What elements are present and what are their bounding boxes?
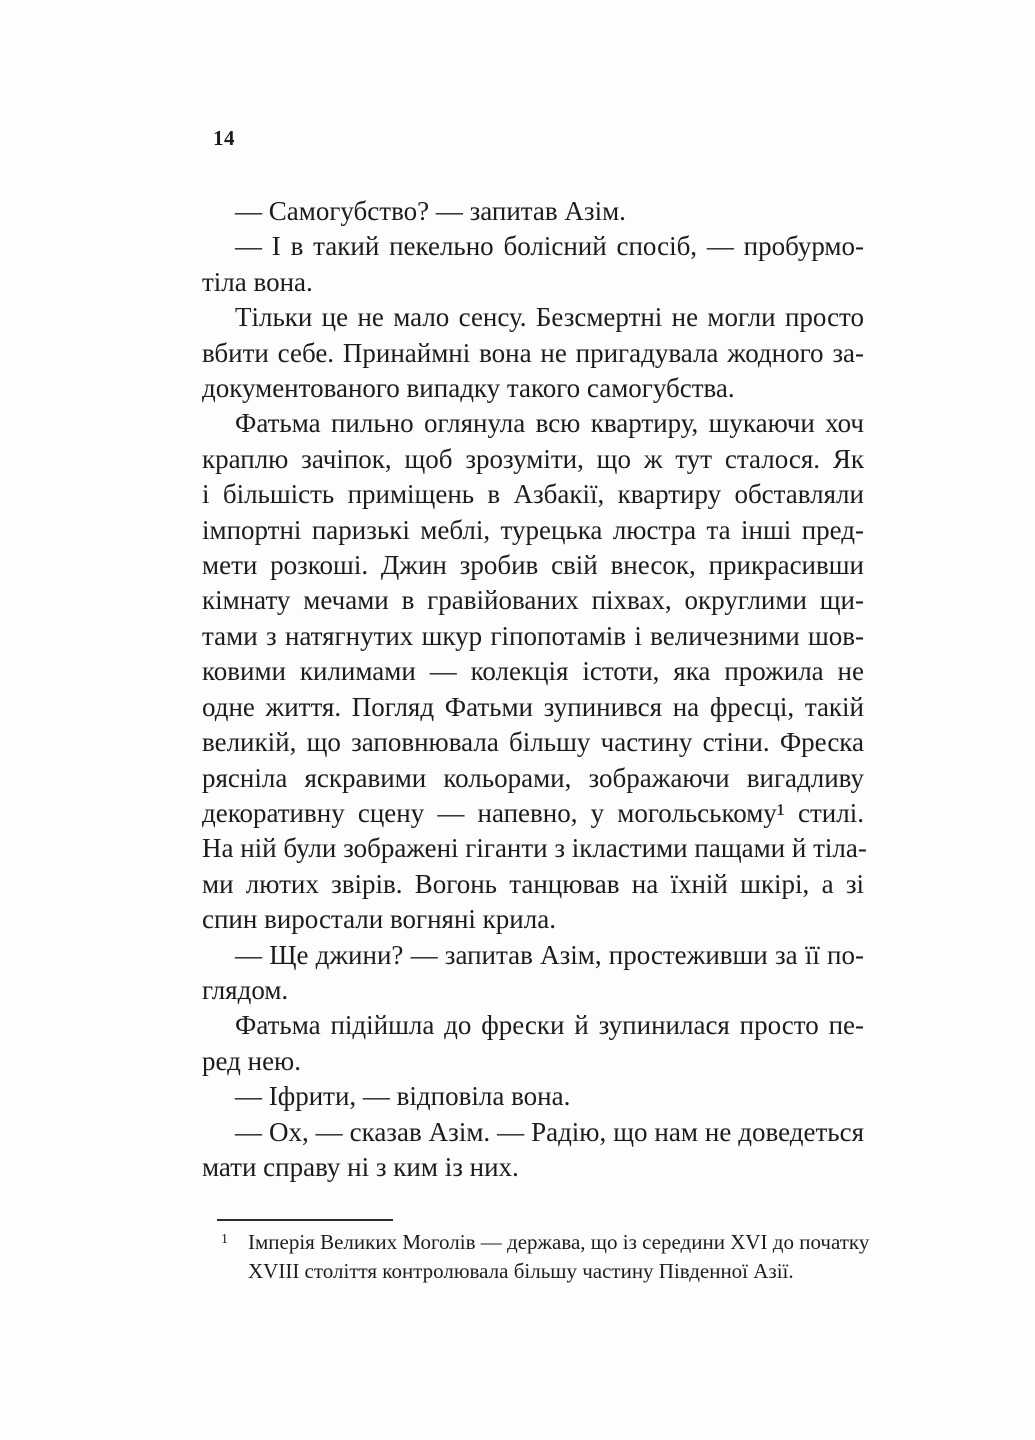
- text-line: — Самогубство? — запитав Азім.: [235, 196, 626, 226]
- text-line: краплю зачіпок, щоб зрозуміти, що ж тут сталося. Як: [202, 443, 864, 474]
- text-line: спин виростали вогняні крила.: [202, 904, 556, 935]
- text-line: великій, що заповнювала більшу частину стіни. Фреска: [202, 727, 864, 758]
- text-line: документованого випадку такого самогубства.: [202, 373, 735, 404]
- text-line: тами з натягнутих шкур гіпопотамів і величезними шов-: [202, 620, 864, 651]
- text-line: ред нею.: [202, 1045, 301, 1076]
- page-number: 14: [213, 126, 235, 150]
- text-line: Фатьма пильно оглянула всю квартиру, шукаючи хоч: [235, 408, 864, 439]
- footnote-marker: 1: [221, 1232, 228, 1247]
- text-line: мати справу ні з ким із них.: [202, 1151, 519, 1182]
- text-line: імпортні паризькі меблі, турецька люстра та інші пред-: [202, 514, 864, 545]
- paragraph: [202, 1008, 864, 1079]
- footnote-lines: [248, 1228, 870, 1286]
- text-line: — Ох, — сказав Азім. — Радію, що нам не доведеться: [235, 1116, 864, 1147]
- text-line: декоративну сцену — напевно, у могольському¹ стилі.: [202, 797, 864, 828]
- text-line: кімнату мечами в гравійованих піхвах, округлими щи-: [202, 585, 864, 616]
- text-line: і більшість приміщень в Азбакії, квартиру обставляли: [202, 479, 864, 510]
- paragraph: [202, 229, 864, 300]
- text-line: — Іфрити, — відповіла вона.: [235, 1081, 571, 1112]
- text-line: одне життя. Погляд Фатьми зупинився на фресці, такій: [202, 691, 864, 722]
- paragraph: [202, 1079, 864, 1114]
- paragraph: [202, 194, 864, 229]
- paragraph: [202, 406, 867, 937]
- footnote-divider: [217, 1219, 393, 1221]
- text-line: тіла вона.: [202, 266, 313, 297]
- text-line: рясніла яскравими кольорами, зображаючи вигадливу: [202, 762, 864, 793]
- footnote-line: Імперія Великих Моголів — держава, що із середини XVI до початку: [248, 1230, 870, 1254]
- paragraph: [202, 1115, 864, 1186]
- text-line: ковими килимами — колекція істоти, яка прожила не: [202, 656, 864, 687]
- text-line: вбити себе. Принаймні вона не пригадувала жодного за-: [202, 337, 864, 368]
- text-line: — І в такий пекельно болісний спосіб, — пробурмо-: [235, 231, 864, 262]
- paragraph: [202, 938, 864, 1009]
- body-text: [202, 194, 867, 1185]
- paragraph: [202, 300, 864, 406]
- text-line: ми лютих звірів. Вогонь танцював на їхній шкірі, а зі: [202, 868, 864, 899]
- text-line: глядом.: [202, 974, 289, 1005]
- text-line: Тільки це не мало сенсу. Безсмертні не могли просто: [235, 302, 864, 333]
- text-line: — Ще джини? — запитав Азім, простеживши за її по-: [235, 939, 864, 970]
- text-line: мети розкоші. Джин зробив свій внесок, прикрасивши: [202, 550, 864, 581]
- footnote: [202, 1228, 870, 1286]
- text-line: На ній були зображені гіганти з ікластими пащами й тіла-: [202, 833, 867, 864]
- text-line: Фатьма підійшла до фрески й зупинилася просто пе-: [235, 1010, 864, 1041]
- footnote-line: XVIII століття контролювала більшу частину Південної Азії.: [248, 1259, 794, 1283]
